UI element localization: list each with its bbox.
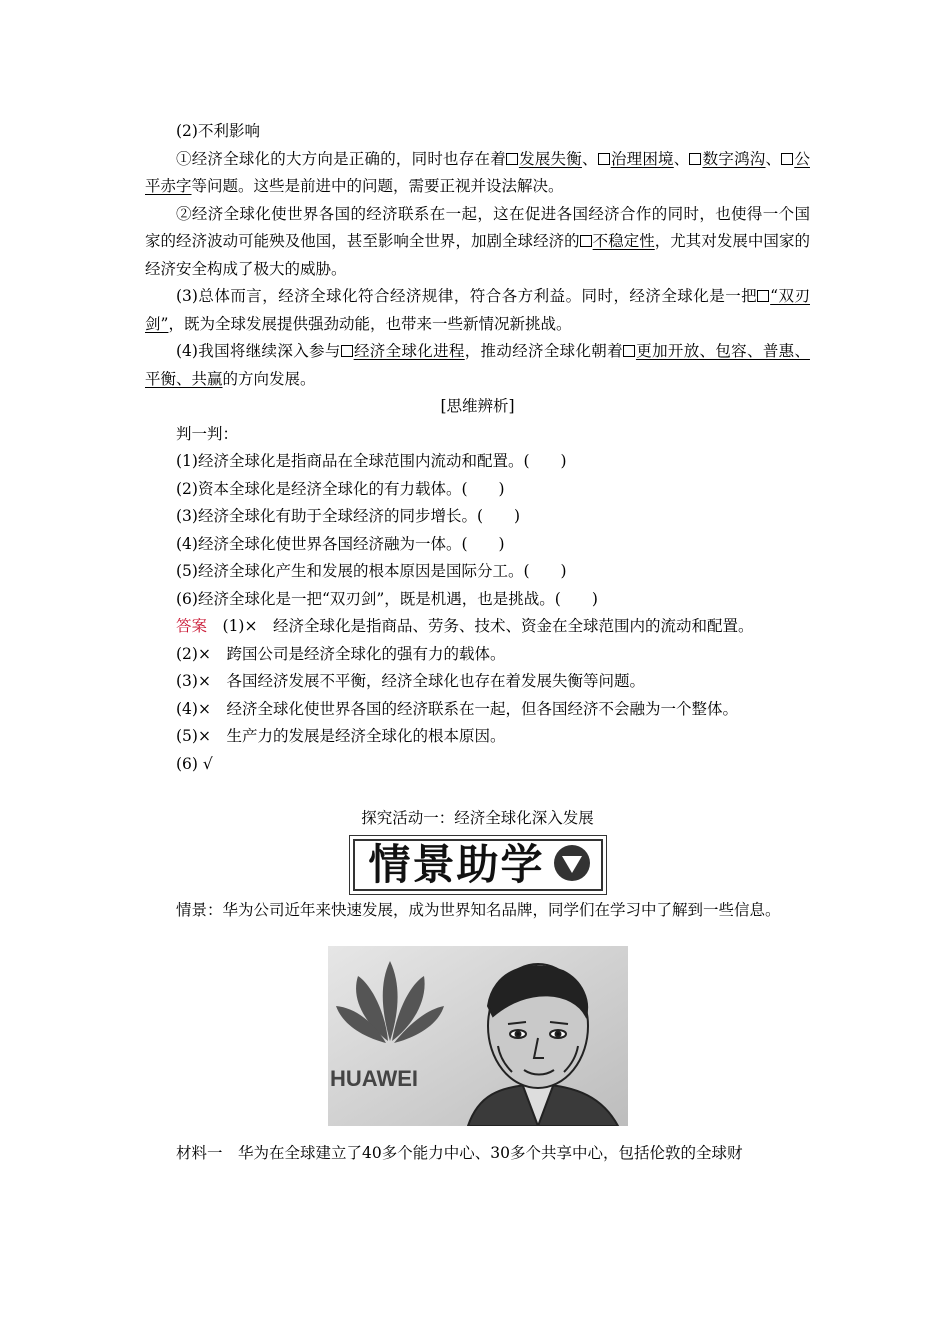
blank-answer: 经济全球化进程 bbox=[353, 342, 465, 360]
blank-box-icon bbox=[689, 153, 701, 165]
text-run: 、 bbox=[581, 149, 598, 168]
judge-item: (4)经济全球化使世界各国经济融为一体。( ) bbox=[176, 534, 505, 553]
section-2-point-2 bbox=[145, 201, 810, 284]
blank-answer: 发展失衡 bbox=[518, 149, 582, 168]
answer-line: (3)× 各国经济发展不平衡，经济全球化也存在着发展失衡等问题。 bbox=[176, 672, 645, 690]
answer-line: (5)× 生产力的发展是经济全球化的根本原因。 bbox=[176, 727, 506, 745]
scenario-text: 情景：华为公司近年来快速发展，成为世界知名品牌，同学们在学习中了解到一些信息。 bbox=[176, 900, 781, 919]
blank-answer: 更加开放、包容、普惠、平衡、共赢 bbox=[145, 342, 810, 388]
text-run: ，尤其对发展中国家的经济安全构成了极大的威胁。 bbox=[145, 232, 810, 278]
text-run: ①经济全球化的大方向是正确的，同时也存在着 bbox=[176, 149, 506, 168]
blank-answer: 数字鸿沟 bbox=[702, 149, 766, 168]
answer-label: 答案 bbox=[176, 617, 208, 635]
fill-blank bbox=[689, 150, 765, 168]
text-run: ，推动经济全球化朝着 bbox=[464, 342, 623, 360]
thinking-section-title: [思维辨析] bbox=[440, 397, 515, 415]
judge-item: (1)经济全球化是指商品在全球范围内流动和配置。( ) bbox=[176, 452, 567, 470]
answer-text: (1)× 经济全球化是指商品、劳务、技术、资金在全球范围内的流动和配置。 bbox=[207, 617, 754, 635]
huawei-photo bbox=[328, 946, 628, 1126]
answer-line: (6) √ bbox=[176, 754, 213, 773]
blank-answer: 治理困境 bbox=[610, 149, 674, 168]
answer-line: (2)× 跨国公司是经济全球化的强有力的载体。 bbox=[176, 644, 506, 663]
text-run: 、 bbox=[673, 149, 690, 168]
text-run: ，既为全球发展提供强劲动能，也带来一些新情况新挑战。 bbox=[168, 314, 572, 333]
material-1-text: 材料一 华为在全球建立了40多个能力中心、30多个共享中心，包括伦敦的全球财 bbox=[176, 1144, 743, 1162]
blank-box-icon bbox=[781, 153, 793, 165]
blank-box-icon bbox=[623, 345, 635, 357]
answer-line bbox=[145, 613, 810, 641]
section-2-title: (2)不利影响 bbox=[176, 122, 260, 140]
blank-answer: 不稳定性 bbox=[592, 232, 655, 250]
blank-box-icon bbox=[506, 153, 518, 165]
fill-blank bbox=[598, 150, 674, 168]
section-3-paragraph bbox=[145, 283, 810, 338]
photo-logo-text: HUAWEI bbox=[329, 1066, 418, 1091]
blank-box-icon bbox=[598, 153, 610, 165]
blank-answer: “双刃剑” bbox=[145, 287, 810, 333]
activity-title: 探究活动一：经济全球化深入发展 bbox=[361, 809, 594, 827]
answer-line: (4)× 经济全球化使世界各国的经济联系在一起，但各国经济不会融为一个整体。 bbox=[176, 699, 738, 718]
text-run: 等问题。这些是前进中的问题，需要正视并设法解决。 bbox=[191, 177, 564, 195]
judge-title: 判一判： bbox=[176, 424, 239, 443]
judge-item: (6)经济全球化是一把“双刃剑”，既是机遇，也是挑战。( ) bbox=[176, 589, 598, 608]
banner-text: 情景助学 bbox=[368, 839, 545, 889]
text-run: (4)我国将继续深入参与 bbox=[176, 342, 341, 360]
text-run: 、 bbox=[765, 149, 782, 168]
scenario-banner bbox=[145, 839, 810, 891]
blank-box-icon bbox=[341, 345, 353, 357]
fill-blank bbox=[506, 150, 582, 168]
down-triangle-icon bbox=[553, 844, 591, 886]
fill-blank bbox=[580, 232, 655, 250]
text-run: 的方向发展。 bbox=[222, 369, 316, 388]
document-page bbox=[145, 118, 810, 1168]
section-2-point-1 bbox=[145, 146, 810, 201]
judge-item: (2)资本全球化是经济全球化的有力载体。( ) bbox=[176, 479, 505, 498]
blank-box-icon bbox=[757, 290, 769, 302]
section-4-paragraph bbox=[145, 338, 810, 393]
judge-item: (5)经济全球化产生和发展的根本原因是国际分工。( ) bbox=[176, 562, 567, 580]
text-run: (3)总体而言，经济全球化符合经济规律，符合各方利益。同时，经济全球化是一把 bbox=[176, 287, 758, 305]
judge-item: (3)经济全球化有助于全球经济的同步增长。( ) bbox=[176, 507, 521, 525]
blank-box-icon bbox=[580, 235, 592, 247]
fill-blank bbox=[341, 342, 465, 360]
banner-frame bbox=[353, 839, 603, 891]
blank-answer: 公平赤字 bbox=[145, 149, 810, 195]
text-run: ②经济全球化使世界各国的经济联系在一起，这在促进各国经济合作的同时，也使得一个国家的经济波动可能殃及他国，甚至影响全世界，加剧全球经济的 bbox=[145, 204, 810, 250]
